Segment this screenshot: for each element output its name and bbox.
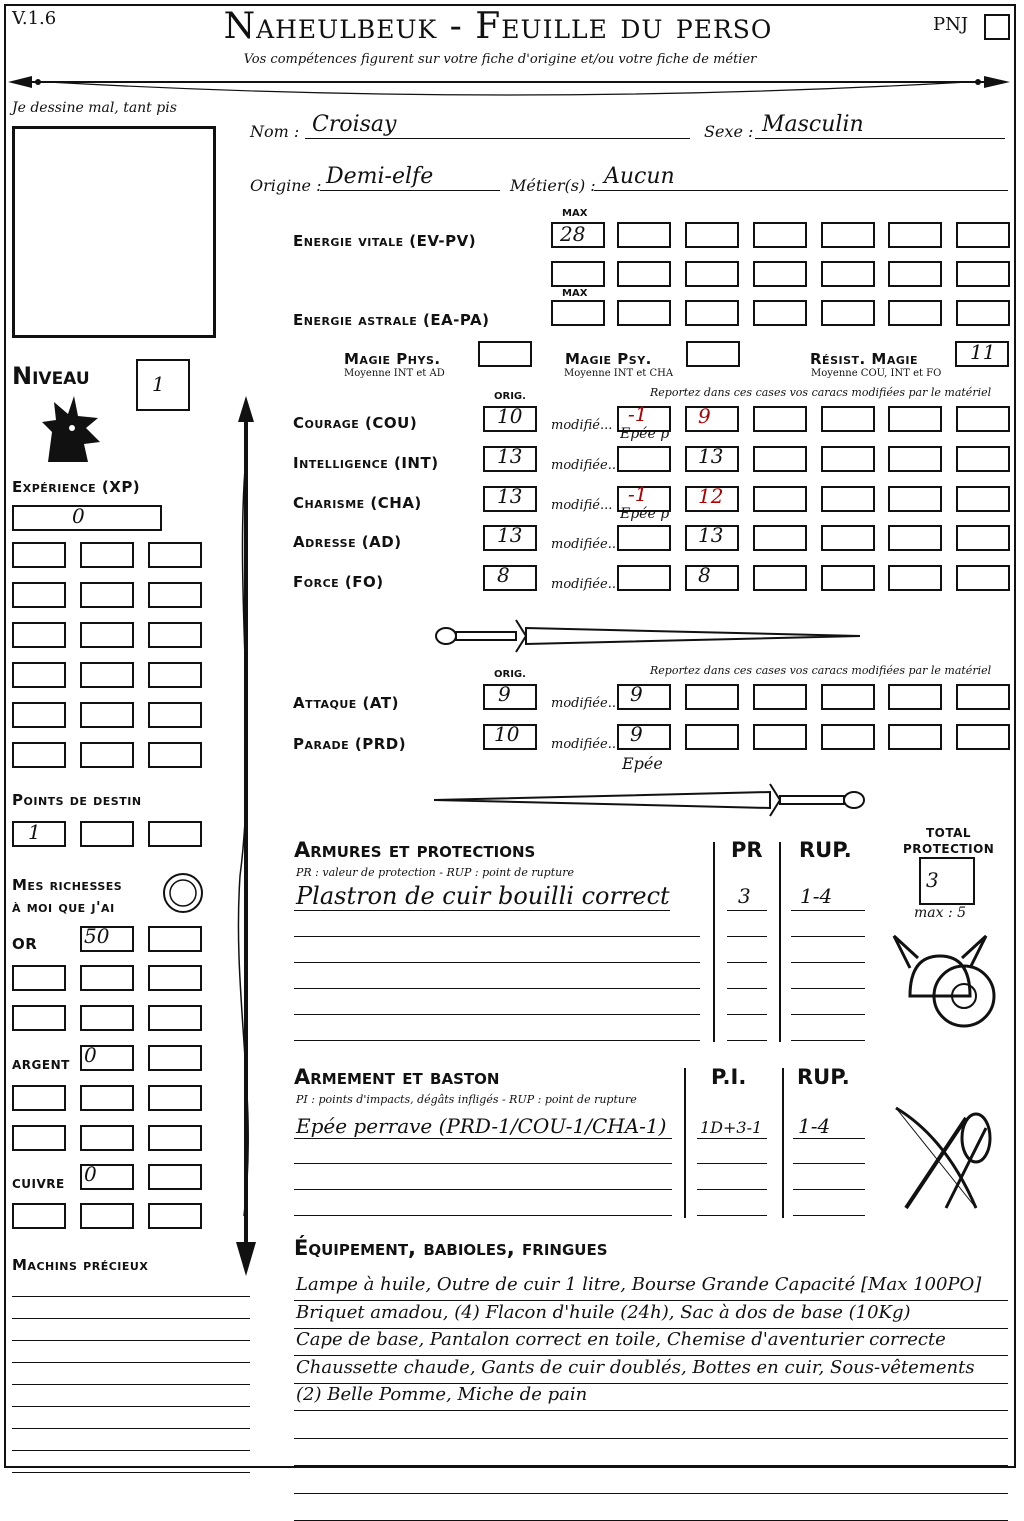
ev-cell[interactable] bbox=[753, 222, 807, 248]
ev-cell[interactable] bbox=[617, 222, 671, 248]
carac-orig-value: 13 bbox=[497, 523, 523, 547]
armor-item-name: Plastron de cuir bouilli correct bbox=[296, 882, 670, 910]
armor-line-pr[interactable] bbox=[727, 1040, 767, 1041]
page-title: Naheulbeuk - Feuille du perso bbox=[223, 6, 773, 47]
equipment-entry: Cape de base, Pantalon correct en toile, Chemise d'aventurier correcte bbox=[296, 1329, 946, 1350]
carac-mod-note: Epée p bbox=[620, 506, 670, 522]
xp-cell[interactable] bbox=[12, 542, 66, 568]
armor-line-rup[interactable] bbox=[791, 988, 865, 989]
carac-orig-box[interactable] bbox=[483, 565, 537, 591]
argent-label: ARGENT bbox=[12, 1058, 70, 1072]
version-label: V.1.6 bbox=[12, 8, 57, 29]
carac-extra-cell[interactable] bbox=[821, 525, 875, 551]
equipment-entry: (2) Belle Pomme, Miche de pain bbox=[296, 1384, 588, 1405]
total-protection-value: 3 bbox=[926, 868, 939, 892]
carac-mod-value-1: -1 bbox=[628, 402, 648, 426]
armures-title: Armures et protections bbox=[294, 838, 536, 862]
niveau-value: 1 bbox=[152, 372, 165, 396]
armor-line-name[interactable] bbox=[294, 936, 700, 937]
orig-label: ORIG. bbox=[494, 391, 526, 402]
armor-line-name[interactable] bbox=[294, 1040, 700, 1041]
carac-mod-box-1[interactable] bbox=[617, 565, 671, 591]
weapon-item-rup: 1-4 bbox=[798, 1114, 831, 1138]
weapon-line-name[interactable] bbox=[294, 1163, 672, 1164]
argent-box-2[interactable] bbox=[148, 1045, 202, 1071]
resist-magie-label: Résist. Magie bbox=[810, 350, 919, 368]
parade-extra-cell[interactable] bbox=[821, 724, 875, 750]
weapon-line-pi[interactable] bbox=[697, 1138, 767, 1139]
ev-cell[interactable] bbox=[685, 222, 739, 248]
carac-extra-cell[interactable] bbox=[821, 565, 875, 591]
carac-orig-value: 10 bbox=[497, 404, 523, 428]
ea-cell[interactable] bbox=[753, 300, 807, 326]
xp-cell[interactable] bbox=[12, 742, 66, 768]
armor-line-pr[interactable] bbox=[727, 988, 767, 989]
subtitle: Vos compétences figurent sur votre fiche d'origine et/ou votre fiche de métier bbox=[243, 52, 757, 67]
total-label-2: PROTECTION bbox=[903, 842, 995, 856]
metier-field[interactable] bbox=[594, 190, 1008, 191]
ev-cell[interactable] bbox=[956, 261, 1010, 287]
armor-line-pr[interactable] bbox=[727, 962, 767, 963]
dragon-icon bbox=[38, 392, 106, 464]
weapon-line-pi[interactable] bbox=[697, 1189, 767, 1190]
carac-extra-cell[interactable] bbox=[753, 486, 807, 512]
wealth-cell[interactable] bbox=[148, 1203, 202, 1229]
attaque-extra-cell[interactable] bbox=[956, 684, 1010, 710]
xp-cell[interactable] bbox=[148, 622, 202, 648]
wealth-cell[interactable] bbox=[80, 1203, 134, 1229]
ea-cell[interactable] bbox=[888, 300, 942, 326]
ea-label: Energie astrale (EA-PA) bbox=[293, 311, 490, 329]
armor-line-rup[interactable] bbox=[791, 936, 865, 937]
attaque-mod-label: modifiée... bbox=[551, 696, 621, 711]
equipment-line[interactable] bbox=[294, 1410, 1008, 1411]
destin-value: 1 bbox=[28, 820, 41, 844]
carac-mod-value-2: 9 bbox=[698, 404, 711, 428]
weapon-line-pi[interactable] bbox=[697, 1215, 767, 1216]
or-value: 50 bbox=[84, 924, 110, 948]
wealth-cell[interactable] bbox=[12, 965, 66, 991]
armures-note: PR : valeur de protection - RUP : point de rupture bbox=[296, 866, 574, 879]
wealth-cell[interactable] bbox=[148, 1085, 202, 1111]
xp-value: 0 bbox=[72, 504, 85, 528]
attaque-mod-box[interactable] bbox=[617, 684, 671, 710]
armor-line-rup[interactable] bbox=[791, 1040, 865, 1041]
machins-line[interactable] bbox=[12, 1384, 250, 1385]
carac-extra-cell[interactable] bbox=[888, 446, 942, 472]
ev-cell[interactable] bbox=[888, 261, 942, 287]
carac-mod-box-1[interactable] bbox=[617, 446, 671, 472]
wealth-cell[interactable] bbox=[80, 1125, 134, 1151]
cuivre-value: 0 bbox=[84, 1162, 97, 1186]
ea-cell[interactable] bbox=[956, 300, 1010, 326]
carac-extra-cell[interactable] bbox=[956, 446, 1010, 472]
richesses-label-1: Mes richesses bbox=[12, 876, 123, 894]
richesses-label-2: à moi que j'ai bbox=[12, 898, 115, 916]
magie-phys-box[interactable] bbox=[478, 341, 532, 367]
armor-line-rup[interactable] bbox=[791, 962, 865, 963]
ev-cell[interactable] bbox=[821, 261, 875, 287]
machins-line[interactable] bbox=[12, 1296, 250, 1297]
machins-line[interactable] bbox=[12, 1406, 250, 1407]
niveau-label: Niveau bbox=[12, 362, 90, 390]
ev-cell[interactable] bbox=[617, 261, 671, 287]
total-label-1: TOTAL bbox=[926, 826, 972, 840]
xp-cell[interactable] bbox=[80, 662, 134, 688]
carac-extra-cell[interactable] bbox=[956, 486, 1010, 512]
xp-cell[interactable] bbox=[80, 542, 134, 568]
armor-line-rup[interactable] bbox=[791, 1014, 865, 1015]
carac-mod-note: Epée p bbox=[620, 426, 670, 442]
magie-psy-note: Moyenne INT et CHA bbox=[564, 368, 674, 379]
carac-mod-value-2: 12 bbox=[698, 484, 724, 508]
attaque-extra-cell[interactable] bbox=[753, 684, 807, 710]
ea-cell[interactable] bbox=[685, 300, 739, 326]
carac-extra-cell[interactable] bbox=[888, 486, 942, 512]
carac-label: Intelligence (INT) bbox=[293, 454, 439, 472]
destin-label: Points de destin bbox=[12, 791, 142, 809]
xp-cell[interactable] bbox=[12, 582, 66, 608]
weapon-line-rup[interactable] bbox=[793, 1215, 865, 1216]
wealth-cell[interactable] bbox=[80, 965, 134, 991]
max-protection-note: max : 5 bbox=[914, 905, 967, 921]
ea-cell[interactable] bbox=[821, 300, 875, 326]
armor-divider-2 bbox=[779, 842, 781, 1042]
ev-cell[interactable] bbox=[753, 261, 807, 287]
carac-orig-value: 13 bbox=[497, 484, 523, 508]
parade-extra-cell[interactable] bbox=[753, 724, 807, 750]
weapon-line-name[interactable] bbox=[294, 1215, 672, 1216]
weapon-item-name: Epée perrave (PRD-1/COU-1/CHA-1) bbox=[296, 1114, 667, 1138]
xp-cell[interactable] bbox=[80, 702, 134, 728]
weapon-line-name[interactable] bbox=[294, 1138, 672, 1139]
portrait-box[interactable] bbox=[12, 126, 216, 338]
magie-psy-label: Magie Psy. bbox=[565, 350, 652, 368]
carac-orig-value: 13 bbox=[497, 444, 523, 468]
attaque-orig-value: 9 bbox=[498, 682, 511, 706]
ev-cell[interactable] bbox=[551, 261, 605, 287]
wealth-cell[interactable] bbox=[148, 965, 202, 991]
carac-mod-value-2: 13 bbox=[698, 444, 724, 468]
carac-extra-cell[interactable] bbox=[888, 406, 942, 432]
armor-divider bbox=[713, 842, 715, 1042]
or-label: OR bbox=[12, 935, 38, 953]
ea-max-box[interactable] bbox=[551, 300, 605, 326]
carac-mod-label: modifiée... bbox=[551, 458, 621, 473]
destin-box-2[interactable] bbox=[80, 821, 134, 847]
xp-cell[interactable] bbox=[80, 742, 134, 768]
carac-mod-value-2: 8 bbox=[698, 563, 711, 587]
resist-magie-value: 11 bbox=[970, 340, 996, 364]
armor-line-rup[interactable] bbox=[791, 910, 865, 911]
carac-report-note: Reportez dans ces cases vos caracs modifiées par le matériel bbox=[650, 386, 992, 399]
parade-mod-value: 9 bbox=[630, 722, 643, 746]
attaque-label: Attaque (AT) bbox=[293, 694, 399, 712]
metier-label: Métier(s) : bbox=[510, 176, 596, 195]
machins-label: Machins précieux bbox=[12, 1256, 149, 1274]
carac-mod-box-2[interactable] bbox=[685, 406, 739, 432]
carac-extra-cell[interactable] bbox=[956, 565, 1010, 591]
carac-extra-cell[interactable] bbox=[956, 525, 1010, 551]
destin-box-3[interactable] bbox=[148, 821, 202, 847]
armor-line-name[interactable] bbox=[294, 910, 670, 911]
rup-header-2: RUP. bbox=[797, 1065, 850, 1089]
xp-cell[interactable] bbox=[12, 702, 66, 728]
weapon-line-rup[interactable] bbox=[793, 1189, 865, 1190]
wealth-cell[interactable] bbox=[80, 1085, 134, 1111]
carac-mod-label: modifiée... bbox=[551, 537, 621, 552]
nom-value: Croisay bbox=[312, 112, 397, 137]
carac-label: Force (FO) bbox=[293, 573, 384, 591]
carac-extra-cell[interactable] bbox=[821, 406, 875, 432]
xp-cell[interactable] bbox=[12, 662, 66, 688]
carac-label: Adresse (AD) bbox=[293, 533, 402, 551]
ev-cell[interactable] bbox=[821, 222, 875, 248]
machins-line[interactable] bbox=[12, 1340, 250, 1341]
vertical-spear-icon bbox=[228, 396, 264, 1276]
carac-extra-cell[interactable] bbox=[821, 446, 875, 472]
sexe-value: Masculin bbox=[762, 112, 864, 137]
carac-label: Charisme (CHA) bbox=[293, 494, 422, 512]
wealth-cell[interactable] bbox=[12, 1085, 66, 1111]
machins-line[interactable] bbox=[12, 1450, 250, 1451]
argent-value: 0 bbox=[84, 1043, 97, 1067]
coin-icon bbox=[162, 872, 204, 914]
carac-label: Courage (COU) bbox=[293, 414, 418, 432]
helmet-shield-icon bbox=[890, 926, 1000, 1036]
carac-extra-cell[interactable] bbox=[821, 486, 875, 512]
carac-extra-cell[interactable] bbox=[888, 565, 942, 591]
weapons-icon bbox=[886, 1098, 1006, 1218]
armement-note: PI : points d'impacts, dégâts infligés - RUP : point de rupture bbox=[296, 1093, 637, 1106]
pr-header: PR bbox=[731, 838, 763, 862]
armor-line-name[interactable] bbox=[294, 1014, 700, 1015]
xp-cell[interactable] bbox=[80, 622, 134, 648]
parade-extra-cell[interactable] bbox=[956, 724, 1010, 750]
xp-cell[interactable] bbox=[80, 582, 134, 608]
weapon-line-rup[interactable] bbox=[793, 1163, 865, 1164]
weapons-divider bbox=[684, 1068, 686, 1218]
pnj-label: PNJ bbox=[933, 14, 969, 35]
sword-icon bbox=[430, 616, 870, 656]
xp-cell[interactable] bbox=[148, 702, 202, 728]
orig-label-2: ORIG. bbox=[494, 669, 526, 680]
pi-header: P.I. bbox=[711, 1065, 747, 1089]
carac-mod-label: modifiée... bbox=[551, 577, 621, 592]
weapon-line-rup[interactable] bbox=[793, 1138, 865, 1139]
armor-line-name[interactable] bbox=[294, 962, 700, 963]
weapon-line-pi[interactable] bbox=[697, 1163, 767, 1164]
attaque-mod-value: 9 bbox=[630, 682, 643, 706]
parade-mod-label: modifiée... bbox=[551, 737, 621, 752]
sword-icon-2 bbox=[430, 780, 870, 820]
xp-box[interactable] bbox=[12, 505, 162, 531]
equipment-line[interactable] bbox=[294, 1465, 1008, 1466]
spear-divider-icon bbox=[8, 68, 1012, 98]
ev-cell[interactable] bbox=[685, 261, 739, 287]
carac-mod-label: modifié... bbox=[551, 418, 613, 433]
equipment-entry: Lampe à huile, Outre de cuir 1 litre, Bourse Grande Capacité [Max 100PO] bbox=[296, 1274, 982, 1295]
origine-label: Origine : bbox=[250, 176, 322, 195]
armor-line-name[interactable] bbox=[294, 988, 700, 989]
origine-value: Demi-elfe bbox=[326, 164, 434, 189]
parade-extra-cell[interactable] bbox=[888, 724, 942, 750]
resist-magie-note: Moyenne COU, INT et FO bbox=[811, 368, 942, 379]
attaque-extra-cell[interactable] bbox=[888, 684, 942, 710]
wealth-cell[interactable] bbox=[148, 1005, 202, 1031]
or-box-2[interactable] bbox=[148, 926, 202, 952]
ev-max-label: MAX bbox=[562, 208, 588, 219]
ea-cell[interactable] bbox=[617, 300, 671, 326]
carac-extra-cell[interactable] bbox=[753, 565, 807, 591]
weapon-line-name[interactable] bbox=[294, 1189, 672, 1190]
carac-extra-cell[interactable] bbox=[753, 446, 807, 472]
wealth-cell[interactable] bbox=[80, 1005, 134, 1031]
wealth-cell[interactable] bbox=[12, 1005, 66, 1031]
xp-cell[interactable] bbox=[148, 662, 202, 688]
xp-cell[interactable] bbox=[148, 542, 202, 568]
armement-title: Armement et baston bbox=[294, 1065, 500, 1089]
machins-line[interactable] bbox=[12, 1428, 250, 1429]
carac-mod-box-2[interactable] bbox=[685, 565, 739, 591]
attaque-extra-cell[interactable] bbox=[821, 684, 875, 710]
parade-orig-value: 10 bbox=[494, 722, 520, 746]
carac-extra-cell[interactable] bbox=[956, 406, 1010, 432]
origine-field[interactable] bbox=[320, 190, 500, 191]
ev-label: Energie vitale (EV-PV) bbox=[293, 232, 477, 250]
carac-orig-value: 8 bbox=[497, 563, 510, 587]
cuivre-label: CUIVRE bbox=[12, 1177, 65, 1191]
armor-line-pr[interactable] bbox=[727, 910, 767, 911]
xp-cell[interactable] bbox=[148, 582, 202, 608]
ea-max-label: MAX bbox=[562, 288, 588, 299]
armor-item-pr: 3 bbox=[738, 884, 751, 908]
parade-label: Parade (PRD) bbox=[293, 735, 407, 753]
attaque-extra-cell[interactable] bbox=[685, 684, 739, 710]
equipment-entry: Briquet amadou, (4) Flacon d'huile (24h), Sac à dos de base (10Kg) bbox=[296, 1301, 911, 1323]
metier-value: Aucun bbox=[604, 164, 675, 189]
portrait-caption: Je dessine mal, tant pis bbox=[12, 100, 177, 116]
rup-header: RUP. bbox=[799, 838, 852, 862]
carac-extra-cell[interactable] bbox=[753, 525, 807, 551]
parade-note: Epée bbox=[622, 754, 663, 773]
xp-cell[interactable] bbox=[148, 742, 202, 768]
carac-extra-cell[interactable] bbox=[753, 406, 807, 432]
weapon-item-pi: 1D+3-1 bbox=[700, 1118, 763, 1137]
armor-line-pr[interactable] bbox=[727, 936, 767, 937]
carac-mod-label: modifié... bbox=[551, 498, 613, 513]
carac-extra-cell[interactable] bbox=[888, 525, 942, 551]
armor-item-rup: 1-4 bbox=[800, 884, 833, 908]
wealth-cell[interactable] bbox=[12, 1125, 66, 1151]
equipment-line[interactable] bbox=[294, 1493, 1008, 1494]
wealth-cell[interactable] bbox=[148, 1125, 202, 1151]
pnj-checkbox[interactable] bbox=[984, 14, 1010, 40]
xp-label: Expérience (XP) bbox=[12, 478, 141, 496]
parade-extra-cell[interactable] bbox=[685, 724, 739, 750]
weapons-divider-2 bbox=[782, 1068, 784, 1218]
magie-phys-note: Moyenne INT et AD bbox=[344, 368, 445, 379]
nom-label: Nom : bbox=[250, 122, 300, 141]
magie-psy-box[interactable] bbox=[686, 341, 740, 367]
ev-cell[interactable] bbox=[888, 222, 942, 248]
machins-line[interactable] bbox=[12, 1472, 250, 1473]
ev-cell[interactable] bbox=[956, 222, 1010, 248]
carac-mod-value-2: 13 bbox=[698, 523, 724, 547]
parade-mod-box[interactable] bbox=[617, 724, 671, 750]
carac-mod-value-1: -1 bbox=[628, 482, 648, 506]
sexe-label: Sexe : bbox=[704, 122, 754, 141]
machins-line[interactable] bbox=[12, 1318, 250, 1319]
armor-line-pr[interactable] bbox=[727, 1014, 767, 1015]
carac-mod-box-1[interactable] bbox=[617, 525, 671, 551]
cuivre-box-2[interactable] bbox=[148, 1164, 202, 1190]
magie-phys-label: Magie Phys. bbox=[344, 350, 441, 368]
ev-max-value: 28 bbox=[560, 222, 586, 246]
sexe-field[interactable] bbox=[755, 138, 1005, 139]
equipement-title: Équipement, babioles, fringues bbox=[294, 1236, 608, 1260]
equipment-line[interactable] bbox=[294, 1438, 1008, 1439]
combat-report-note: Reportez dans ces cases vos caracs modifiées par le matériel bbox=[650, 664, 992, 677]
machins-line[interactable] bbox=[12, 1362, 250, 1363]
equipment-entry: Chaussette chaude, Gants de cuir doublés, Bottes en cuir, Sous-vêtements bbox=[296, 1356, 975, 1378]
wealth-cell[interactable] bbox=[12, 1203, 66, 1229]
nom-field[interactable] bbox=[305, 138, 690, 139]
xp-cell[interactable] bbox=[12, 622, 66, 648]
